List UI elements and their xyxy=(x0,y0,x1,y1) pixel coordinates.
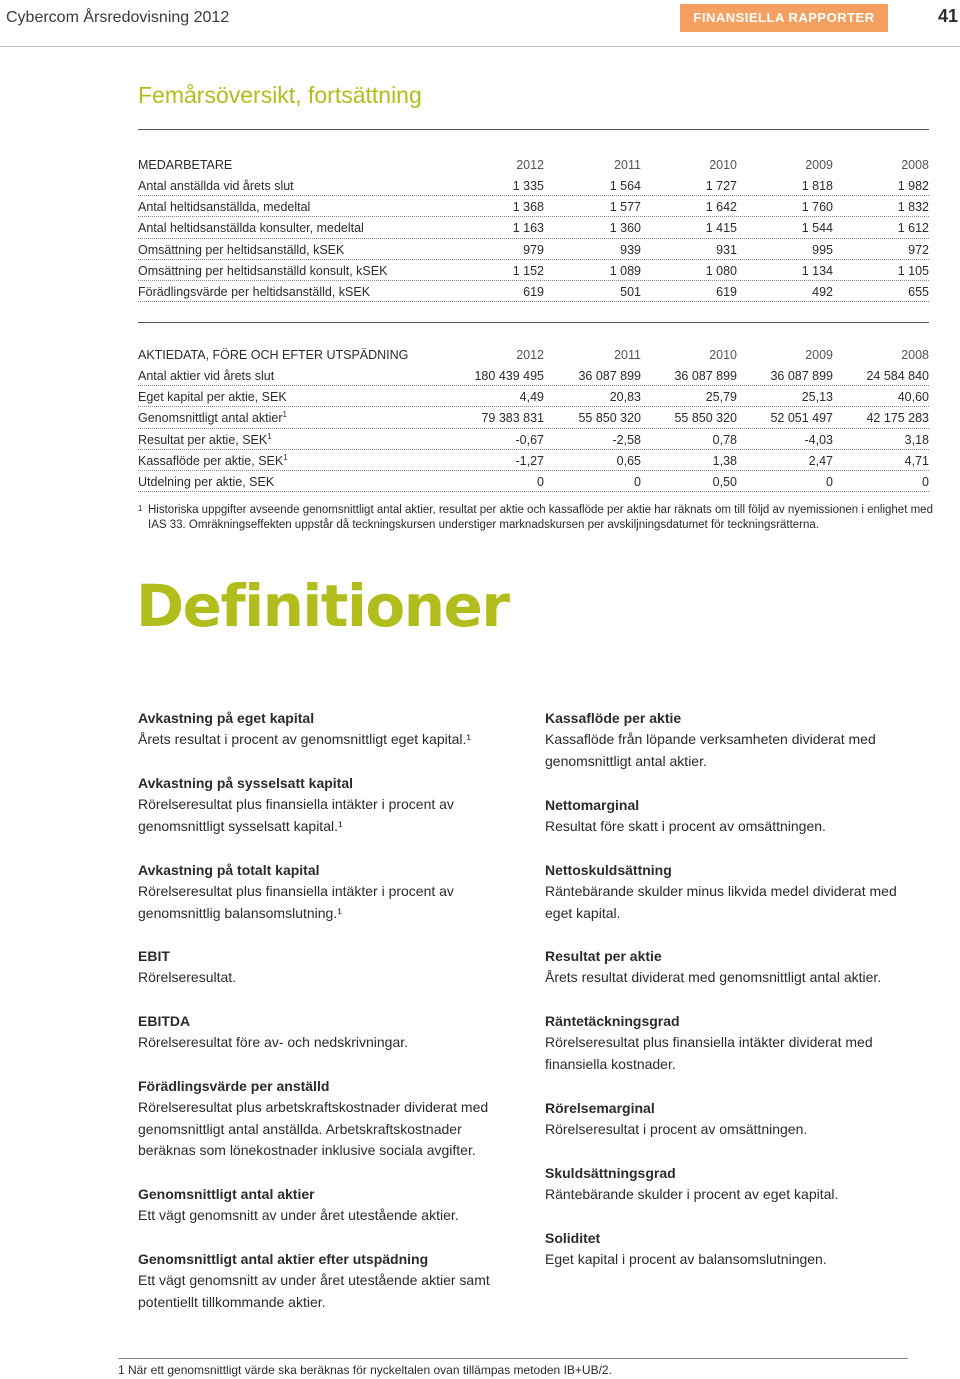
footnote-ref: 1 xyxy=(267,431,272,441)
cell-value: 1 134 xyxy=(801,263,833,278)
cell-value: 501 xyxy=(620,284,641,299)
employees-table xyxy=(138,129,929,302)
definition-item xyxy=(138,773,518,837)
definition-description: Årets resultat i procent av genomsnittligt eget kapital.¹ xyxy=(138,731,472,747)
table-row xyxy=(138,450,929,471)
cell-value: 55 850 320 xyxy=(578,411,641,426)
row-label: Omsättning per heltidsanställd, kSEK xyxy=(138,242,345,257)
cell-value: 1 080 xyxy=(705,263,737,278)
definition-item xyxy=(138,1249,518,1313)
cell-value: 1 544 xyxy=(801,221,833,236)
cell-value: 0 xyxy=(922,474,929,489)
footer-divider xyxy=(118,1358,908,1359)
definition-item xyxy=(138,946,518,989)
row-label: Antal heltidsanställda konsulter, medeltal xyxy=(138,221,364,236)
year-header: 2012 xyxy=(516,158,544,172)
cell-value: 0 xyxy=(826,474,833,489)
definition-description: Räntebärande skulder i procent av eget kapital. xyxy=(545,1186,839,1202)
footnote-mark: 1 xyxy=(138,504,143,513)
cell-value: 1 564 xyxy=(609,179,641,193)
footnote-ref: 1 xyxy=(282,410,287,420)
cell-value: 1 612 xyxy=(897,221,929,236)
cell-value: 1 163 xyxy=(512,221,544,236)
cell-value: 42 175 283 xyxy=(866,411,929,426)
footnote-text: Historiska uppgifter avseende genomsnittligt antal aktier, resultat per aktie och kassaflöde per aktie har räknats om till följd av nyemissionen i enlighet med IAS 33. Omräkningseffekten uppstår då teckningskursen understiger marknadskursen per avskiljningsdatumet för teckningsrätterna. xyxy=(148,504,933,531)
cell-value: 20,83 xyxy=(609,390,641,405)
definition-term: Räntetäckningsgrad xyxy=(545,1013,680,1029)
definition-item xyxy=(545,1163,925,1206)
definition-description: Rörelseresultat i procent av omsättningen. xyxy=(545,1121,808,1137)
definition-item xyxy=(138,708,518,751)
cell-value: -1,27 xyxy=(515,453,544,468)
table-row xyxy=(138,365,929,386)
table-row xyxy=(138,386,929,407)
page-footnote: 1 När ett genomsnittligt värde ska beräknas för nyckeltalen ovan tillämpas metoden IB+UB/2. xyxy=(118,1363,612,1377)
cell-value: 2,47 xyxy=(808,453,833,468)
definition-term: Rörelsemarginal xyxy=(545,1100,655,1116)
definition-term: Resultat per aktie xyxy=(545,948,662,964)
cell-value: 1 105 xyxy=(897,263,929,278)
year-header: 2010 xyxy=(709,158,737,172)
definition-term: EBIT xyxy=(138,948,170,964)
cell-value: 3,18 xyxy=(904,432,929,447)
definition-item xyxy=(545,860,925,924)
row-label: Kassaflöde per aktie, SEK$^1$ xyxy=(138,452,288,468)
cell-value: 0 xyxy=(537,474,544,489)
cell-value: 4,49 xyxy=(519,390,544,405)
definition-term: Förädlingsvärde per anställd xyxy=(138,1078,330,1094)
cell-value: -4,03 xyxy=(804,432,833,447)
definition-term: EBITDA xyxy=(138,1013,191,1029)
cell-value: 939 xyxy=(620,242,641,257)
table-row xyxy=(138,429,929,450)
row-label: Genomsnittligt antal aktier$^1$ xyxy=(138,410,287,426)
row-label: Förädlingsvärde per heltidsanställd, kSEK xyxy=(138,284,371,299)
section-subheading: Femårsöversikt, fortsättning xyxy=(138,82,422,108)
cell-value: 1 818 xyxy=(801,179,833,193)
cell-value: 1 152 xyxy=(512,263,544,278)
cell-value: 36 087 899 xyxy=(674,369,737,383)
cell-value: -2,58 xyxy=(612,432,641,447)
cell-value: 0 xyxy=(634,474,641,489)
cell-value: 1 335 xyxy=(512,179,544,193)
definition-term: Genomsnittligt antal aktier xyxy=(138,1186,315,1202)
table-row xyxy=(138,281,929,302)
definition-term: Nettoskuldsättning xyxy=(545,862,672,878)
table-row xyxy=(138,407,929,428)
definition-description: Rörelseresultat plus finansiella intäkter i procent av genomsnittlig balansomslutning.¹ xyxy=(138,883,454,921)
cell-value: 79 383 831 xyxy=(481,411,544,426)
cell-value: 655 xyxy=(908,284,929,299)
cell-value: 1 760 xyxy=(801,200,833,215)
definition-description: Resultat före skatt i procent av omsättningen. xyxy=(545,818,826,834)
table-header-row xyxy=(138,343,929,365)
table-top-rule xyxy=(138,322,929,323)
cell-value: 0,78 xyxy=(712,432,737,447)
definition-description: Ett vägt genomsnitt av under året utestående aktier. xyxy=(138,1207,459,1223)
cell-value: 1 642 xyxy=(705,200,737,215)
cell-value: 995 xyxy=(812,242,833,257)
header-divider xyxy=(0,46,960,47)
table-row xyxy=(138,175,929,196)
cell-value: 0,50 xyxy=(712,474,737,489)
definition-term: Skuldsättningsgrad xyxy=(545,1165,676,1181)
row-label: Utdelning per aktie, SEK xyxy=(138,474,275,489)
table-row xyxy=(138,217,929,238)
year-header: 2009 xyxy=(805,158,833,172)
cell-value: 492 xyxy=(812,284,833,299)
definition-item xyxy=(545,1228,925,1271)
definition-item xyxy=(545,795,925,838)
table-row xyxy=(138,239,929,260)
page-number: 41 xyxy=(938,6,959,26)
definition-item xyxy=(545,1011,925,1075)
cell-value: 0,65 xyxy=(616,453,641,468)
definition-description: Ett vägt genomsnitt av under året utestående aktier samt potentiellt tillkommande aktier. xyxy=(138,1272,490,1310)
cell-value: 1 360 xyxy=(609,221,641,236)
row-label: Omsättning per heltidsanställd konsult, kSEK xyxy=(138,263,388,278)
definition-item xyxy=(138,1184,518,1227)
cell-value: 1 577 xyxy=(609,200,641,215)
definitions-heading: Definitioner xyxy=(136,572,509,640)
year-header: 2010 xyxy=(709,348,737,362)
row-label: Eget kapital per aktie, SEK xyxy=(138,390,287,405)
shares-table xyxy=(138,322,929,492)
year-header: 2012 xyxy=(516,348,544,362)
cell-value: 1,38 xyxy=(712,453,737,468)
cell-value: 1 727 xyxy=(705,179,737,193)
section-tag: FINANSIELLA RAPPORTER xyxy=(680,4,888,32)
cell-value: 25,13 xyxy=(801,390,833,405)
definition-description: Årets resultat dividerat med genomsnittligt antal aktier. xyxy=(545,969,882,985)
cell-value: -0,67 xyxy=(515,432,544,447)
definition-term: Avkastning på sysselsatt kapital xyxy=(138,775,354,791)
cell-value: 52 051 497 xyxy=(770,411,833,426)
table-title: MEDARBETARE xyxy=(138,158,233,172)
cell-value: 1 089 xyxy=(609,263,641,278)
cell-value: 619 xyxy=(716,284,737,299)
row-label: Antal aktier vid årets slut xyxy=(138,369,275,383)
definition-item xyxy=(545,1098,925,1141)
row-label: Resultat per aktie, SEK$^1$ xyxy=(138,431,272,447)
definition-item xyxy=(545,708,925,772)
cell-value: 1 982 xyxy=(897,179,929,193)
cell-value: 40,60 xyxy=(897,390,929,405)
table-title: AKTIEDATA, FÖRE OCH EFTER UTSPÄDNING xyxy=(138,348,409,362)
definition-term: Avkastning på eget kapital xyxy=(138,710,315,726)
table-top-rule xyxy=(138,129,929,130)
definition-item xyxy=(138,860,518,924)
cell-value: 36 087 899 xyxy=(578,369,641,383)
cell-value: 1 368 xyxy=(512,200,544,215)
row-label: Antal anställda vid årets slut xyxy=(138,179,294,193)
definition-item xyxy=(138,1011,518,1054)
cell-value: 24 584 840 xyxy=(866,369,929,383)
cell-value: 972 xyxy=(908,242,929,257)
definition-description: Eget kapital i procent av balansomslutningen. xyxy=(545,1251,827,1267)
table-row xyxy=(138,471,929,492)
document-title: Cybercom Årsredovisning 2012 xyxy=(6,9,230,26)
table-row xyxy=(138,260,929,281)
cell-value: 931 xyxy=(716,242,737,257)
cell-value: 1 832 xyxy=(897,200,929,215)
page-header xyxy=(0,0,960,40)
definition-term: Soliditet xyxy=(545,1230,601,1246)
cell-value: 619 xyxy=(523,284,544,299)
definition-item xyxy=(545,946,925,989)
definition-description: Räntebärande skulder minus likvida medel dividerat med eget kapital. xyxy=(545,883,897,921)
cell-value: 36 087 899 xyxy=(770,369,833,383)
definition-description: Rörelseresultat. xyxy=(138,969,237,985)
definition-term: Nettomarginal xyxy=(545,797,640,813)
cell-value: 1 415 xyxy=(705,221,737,236)
cell-value: 180 439 495 xyxy=(474,369,544,383)
footnote-ref: 1 xyxy=(283,452,288,462)
year-header: 2011 xyxy=(614,348,641,362)
table-header-row xyxy=(138,153,929,175)
year-header: 2011 xyxy=(614,158,641,172)
definition-description: Rörelseresultat plus arbetskraftskostnader dividerat med genomsnittligt antal anställda. Arbetskraftskostnader beräknas som lönekostnader inklusive sociala avgifter. xyxy=(138,1099,489,1158)
definition-description: Rörelseresultat plus finansiella intäkter dividerat med finansiella kostnader. xyxy=(545,1034,873,1072)
definition-term: Kassaflöde per aktie xyxy=(545,710,682,726)
definition-description: Rörelseresultat före av- och nedskrivningar. xyxy=(138,1034,409,1050)
definition-description: Kassaflöde från löpande verksamheten dividerat med genomsnittligt antal aktier. xyxy=(545,731,876,769)
year-header: 2009 xyxy=(805,348,833,362)
cell-value: 979 xyxy=(523,242,544,257)
table-footnote xyxy=(138,503,933,533)
year-header: 2008 xyxy=(901,158,929,172)
definition-term: Genomsnittligt antal aktier efter utspädning xyxy=(138,1251,429,1267)
definition-description: Rörelseresultat plus finansiella intäkter i procent av genomsnittligt sysselsatt kapital.¹ xyxy=(138,796,454,834)
cell-value: 25,79 xyxy=(705,390,737,405)
definition-item xyxy=(138,1076,518,1162)
year-header: 2008 xyxy=(901,348,929,362)
definition-term: Avkastning på totalt kapital xyxy=(138,862,320,878)
table-row xyxy=(138,196,929,217)
cell-value: 4,71 xyxy=(904,453,929,468)
row-label: Antal heltidsanställda, medeltal xyxy=(138,200,311,215)
cell-value: 55 850 320 xyxy=(674,411,737,426)
